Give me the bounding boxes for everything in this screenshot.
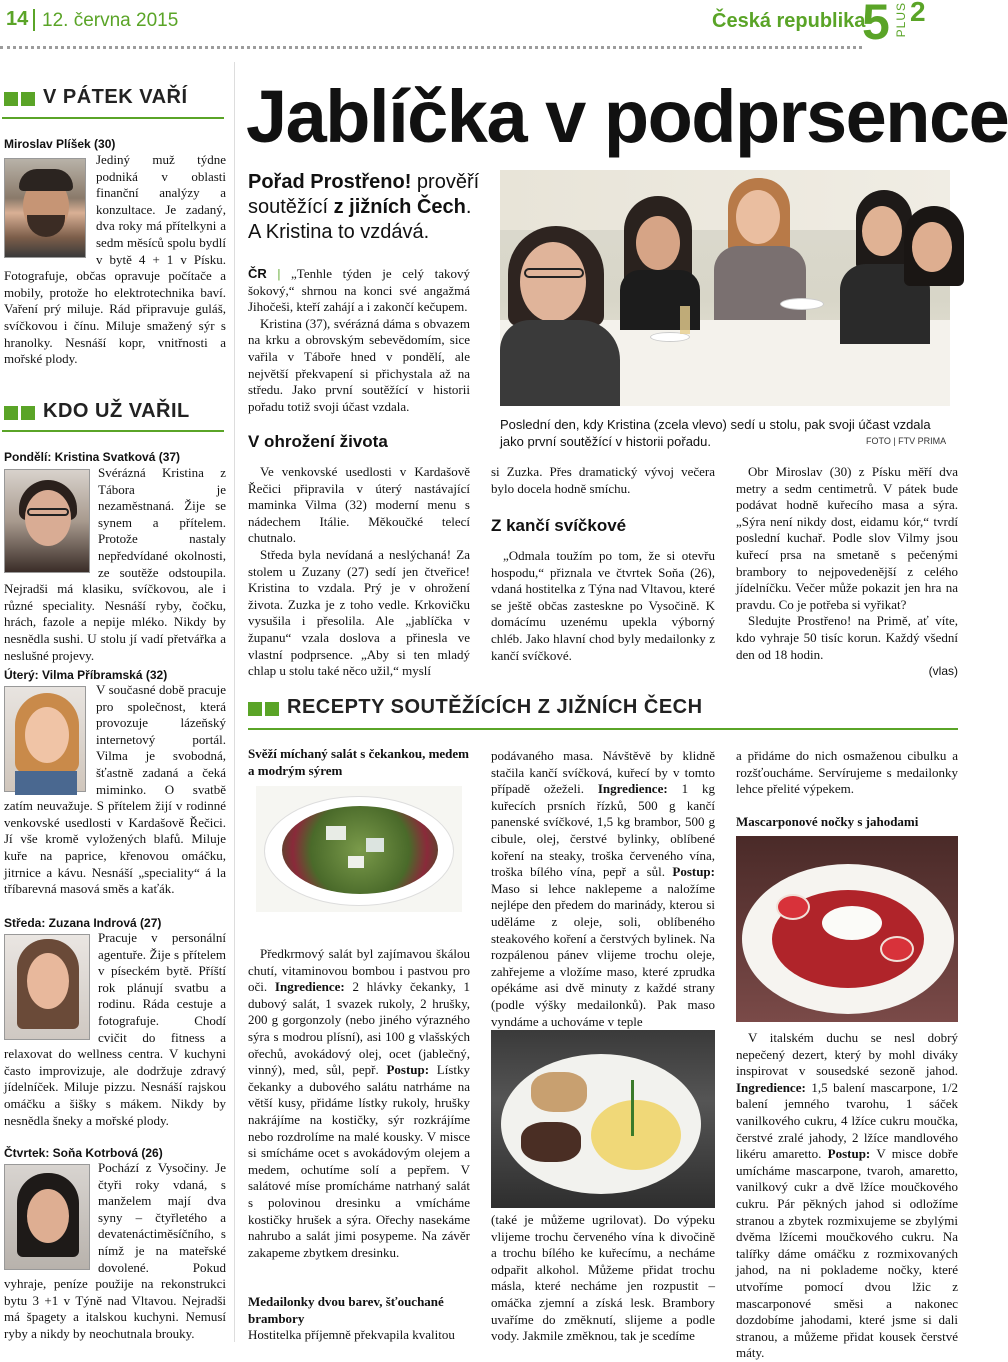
recipe1-text: Předkrmový salát byl zajímavou škálou chutí, vitaminovou bombou i pastvou pro oči. Ingredience: 2 hlávky čekanky, 1 dubový salát, 1 svazek rukoly, 2 hrušky, 200 g gorgonzoly (nebo jiného výrazného sýra s modrou plísní), asi 100 g vlašských ořechů, avokádový olej, ocet (jablečný, vinný), med, sůl, pepř. Postup: Lístky čekanky a dubového salátu natrháme na větší kusy, přidáme lístky rukoly, hrušky nakrájíme na kostičky, sýr rozkrájíme nebo rozdrolíme na malé kousky. V misce si smícháme ocet s avokádovým olejem a medem, ochutíme solí a pepřem. V salátové míse promícháme natrhaný salát s polovinou dresinku a vmícháme kostičky hrušek a sýra. Ořechy nasekáme nahrubo a salát jimi posypeme. Na závěr zakapeme zbytkem dresinku. [248,946,470,1260]
tuesday-name: Úterý: Vilma Příbramská (32) [4,668,168,682]
wednesday-text: Pracuje v personální agentuře. Žije s přítelem v píseckém bytě. Příští rok plánují svatbu a rodinu. Ráda cestuje a fotografuje. Chodí cvičit do fitness a relaxovat do wellness centra. V kuchyni často improvizuje, ale dodržuje zdravý jídelníček. Miluje pizzu. Nesnáší rajskou omáčku a šišky s mákem. Nikdy by nesnědla šneky a mořské plody. [4,930,226,1128]
recipe1-title: Svěží míchaný salát s čekankou, medem a modrým sýrem [248,746,469,778]
section-marker-icon [248,702,262,716]
lead-paragraph: ČR | „Tenhle týden je celý takový šokový,“ shrnou na konci své angažmá Jihočeši, kteří zahájí a i zakončí kečupem. Kristina (37), svérázná dáma s obvazem na krku a obrovským sebevědomím, sice vařila v Táboře hned v pondělí, ale největší překvapení si přichystala až na středu. Jako první soutěžící v historii pořadu totiž svoji účast vzdala. [248,266,471,414]
photo-caption: Poslední den, kdy Kristina (zcela vlevo) sedí u stolu, pak svoji účast vzdala jako první soutěžící v historii pořadu. [500,417,931,449]
salad-photo [256,786,462,912]
section-rule [2,430,224,432]
recipes-section-head [248,696,958,719]
cooked-section-head [4,400,226,423]
section-marker-icon [21,406,35,420]
subhead-svickova: Z kančí svíčkové [491,516,627,535]
recipe2-text: podávaného masa. Návštěvě by klidně stačila kančí svíčková, kuřecí by v tomto případě ožeželi. Ingredience: 1 kg kuřecích prsních řízků, 500 g kančí panenské svíčkové, 1,5 kg brambor, 500 g cibule, olej, čerstvé bylinky, oblíbené koření na steaky, troška červeného vína, troška bílého vína, pepř a sůl. Postup: Maso si lehce naklepeme a naložíme nejlépe den předem do marinády, kterou si uděláme z oleje, soli, oblíbeného steakového koření a čerstvých bylinek. Na rozpálenou pánev vlijeme trochu oleje, zahřejeme a vložíme maso, které zprudka opékáme asi dvě minuty z každé strany (podle výšky medailonků). Pak maso vyndáme a uchováme v teple [491,748,715,1029]
monday-text: Svérázná Kristina z Tábora je nezaměstnaná. Žije se synem a přítelem. Protože nastaly nepředvídané okolnosti, ze soutěže odstoupila. Nejradši má klasiku, svíčkovou, ale i různé speciality. Nesnáší ryby, čočku, hrách, fazole a nepije mléko. Nikdy by nesnědla sushi. U stolu jí vadí přetvářka a neslušné projevy. [4,465,226,663]
recipe2-title: Medailonky dvou barev, šťouchané brambory [248,1294,444,1326]
thursday-text: Pochází z Vysočiny. Je čtyři roky vdaná, s manželem mají dva syny – čtyřletého a devatenáctiměsíčního, s nímž je na mateřské dovolené. Pokud vyhraje, peníze použije na rekonstrukci bytu 3 +1 v Týně nad Vltavou. Nejradši má špagety a italskou kuchyni. Nemusí ryby a nikdy by neochutnala brouky. [4,1160,226,1341]
wednesday-name: Středa: Zuzana Indrová (27) [4,916,162,930]
section-marker-icon [4,92,18,106]
header-divider [33,9,35,31]
column-divider [234,62,235,1342]
friday-section-head [4,86,226,109]
brand-logo: 5 PLUS 2 [862,0,926,50]
main-photo [500,170,950,406]
section-name: Česká republika [712,10,866,32]
recipe3-title: Mascarponové nočky s jahodami [736,814,919,829]
recipe2-text-end: a přidáme do nich osmaženou cibulku a rozšťoucháme. Servírujeme s medailonky lehce přelité výpekem. [736,748,958,797]
deck: Pořad Prostřeno! prověří soutěžící z jižních Čech. A Kristina to vzdává. [248,171,480,243]
friday-name: Miroslav Plíšek (30) [4,137,116,151]
page-number: 14 [6,8,29,30]
page-header [0,0,960,52]
signature: (vlas) [928,664,958,679]
headline: Jablíčka v podprsence [246,75,1008,158]
friday-text: Jediný muž týdne podniká v oblasti finanční analýzy a konzultace. Je zadaný, dva roky má přítelkyni a sedm měsíců spolu bydlí v bytě 4 + 1 v Písku. Fotografuje, občas opravuje počítače a mobily, protože ho elektrotechnika baví. Vaření prý miluje. Rád připravuje guláš, svíčkovou i čínu. Miluje smažený sýr s hranolky. Nesnáší kopr, vnitřnosti a mořské plody. [4,152,226,367]
monday-name: Pondělí: Kristina Svatková (37) [4,450,181,464]
subhead-ohrozeni: V ohrožení života [248,432,388,451]
medallion-photo [491,1030,715,1208]
issue-date: 12. června 2015 [42,10,179,31]
article-col1: Ve venkovské usedlosti v Kardašově Řečici připravila v úterý nastávající maminka Vilma (32) moderní menu s nádechem Itálie. Měkoučké telecí chutnalo. Středa byla nevídaná a neslýchaná! Za stolem u Zuzany (27) sedí jen čtveřice! Kristina to vzdala. Prý je v ohrožení života. Zuzka je z toho vedle. Krkovičku vysušila i přesolila. Ale „jablíčka v županu“ vzala doslova a přinesla ve vlastní podprsence. „Aby si ten mladý chlap u stolu také něco užil,“ myslí [248,464,470,679]
article-col3: Obr Miroslav (30) z Písku měří dva metry a sedm centimetrů. V pátek bude podávat hodně kuřecího masa a sýra. „Sýra není nikdy dost, eidamu kór,“ tvrdí poslední kuchař. Podle slov Vilmy jsou kuřecí prsa na smetaně s pečenými brambory to nejpovedenější z celého jídelníčku. Večer může pokazit jen hra na pravdu. Co je potřeba si vyřikat? Sledujte Prostřeno! na Primě, ať víte, kdo vyhraje 50 tisíc korun. Každý všední den od 18 hodin. (vlas) [736,464,958,679]
section-rule [2,117,224,119]
cooked-title: KDO UŽ VAŘIL [43,400,190,422]
section-marker-icon [265,702,279,716]
section-marker-icon [21,92,35,106]
header-rule [0,46,862,49]
section-marker-icon [4,406,18,420]
tuesday-text: V současné době pracuje pro společnost, která provozuje lázeňský internetový portál. Vilma je svobodná, šťastně zadaná a čeká miminko. O svatbě zatím neuvažuje. S přítelem žijí v rodinné venkovské usedlosti v Kardašově Řečici. Jí vše kromě vyložených blafů. Miluje kuře na paprice, křenovou omáčku, jitrnice a kávu. Nesnáší „speciality“ á la tříbarevná masová směs a kaťák. [4,682,226,897]
article-col2b: „Odmala toužím po tom, že si otevřu hospodu,“ přiznala ve čtvrtek Soňa (26), vdaná hostitelka z Týna nad Vltavou, které se ještě občas zasteskne po Vysočině. K domácímu uzenému upekla výborný chléb. Jako hlavní chod byly medailonky z kančí svíčkové. [491,548,715,663]
recipes-title: RECEPTY SOUTĚŽÍCÍCH Z JIŽNÍCH ČECH [287,696,703,718]
recipe2-lead: Hostitelka příjemně překvapila kvalitou [248,1327,455,1342]
section-rule [248,728,958,730]
recipe3-text: V italském duchu se nesl dobrý nepečený dezert, který by mohl diváky inspirovat v sousedské sezoně jahod. Ingredience: 1,5 balení mascarpone, 1/2 balení jemného tvarohu, 1 sáček vanilkového cukru, 4 lžíce cukru moučka, čerstvé zralé jahody, 2 lžíce mandlového likéru amaretto. Postup: V misce dobře umícháme mascarpone, tvaroh, amaretto, vanilkový cukr a dvě lžíce moučkového cukru. Pár pěkných jahod si odložíme stranou a zbytek rozmixujeme se zbylými dvěma lžícemi moučkového cukru. Na talířky dáme omáčku z rozmixovaných jahod, na ni poklademe nočky, které utvoříme pomocí dvou lžic z mascarponové směsi a nakonec dozdobíme jahodami, které jsme si dali stranou, a můžeme přidat kousek čerstvé máty. [736,1030,958,1361]
dessert-photo [736,836,958,1022]
photo-credit: FOTO | FTV PRIMA [866,436,947,446]
friday-title: V PÁTEK VAŘÍ [43,86,188,108]
recipe2-text-cont: (také je můžeme ugrilovat). Do výpeku vlijeme trochu červeného vína k divočině a trochu bílého ke kuřecímu, a necháme odpařit alkohol. Můžeme přidat trochu másla, které necháme jen rozpustit – omáčka zjemní a získá lesk. Brambory uvaříme do změknutí, slijeme a podle vody. Jakmile změknou, tak je scedíme [491,1212,715,1344]
article-col2: si Zuzka. Přes dramatický vývoj večera bylo docela hodně smíchu. [491,464,715,496]
thursday-name: Čtvrtek: Soňa Kotrbová (26) [4,1146,163,1160]
